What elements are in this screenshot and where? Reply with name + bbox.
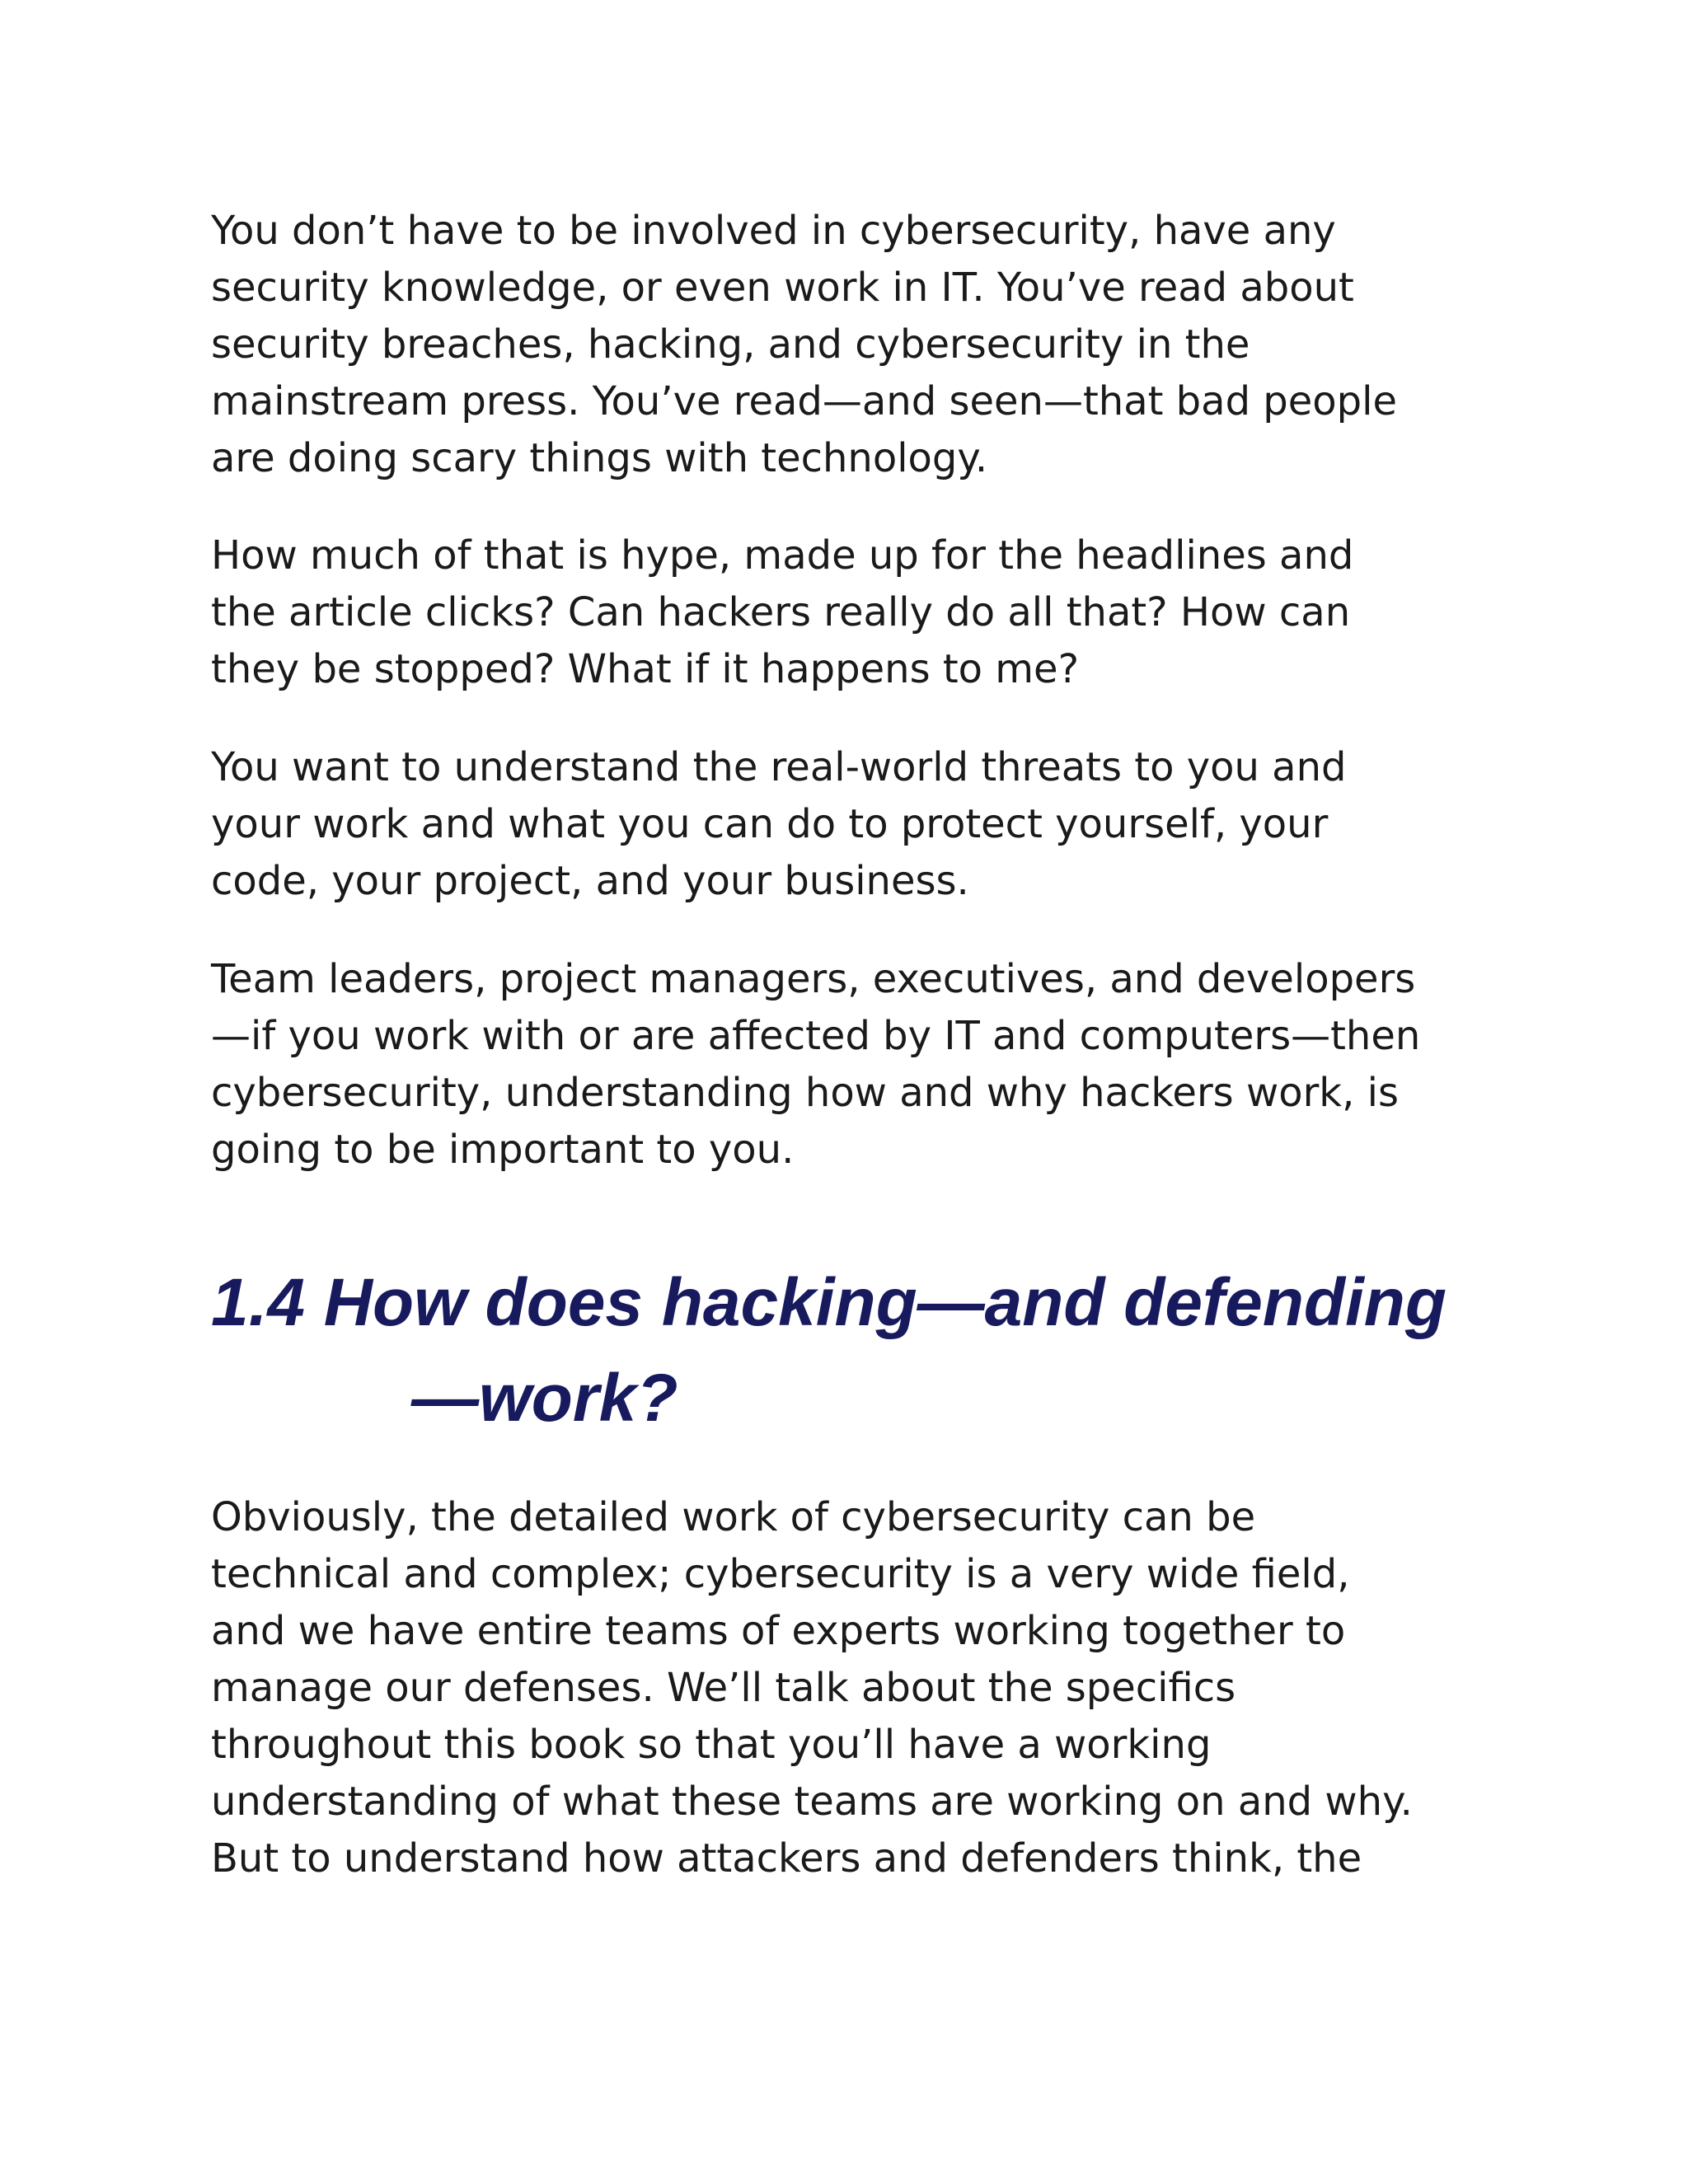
- text-line: they be stopped? What if it happens to me?: [211, 646, 1080, 692]
- paragraph-audience: [211, 951, 1497, 1179]
- section-heading: [211, 1255, 1530, 1446]
- paragraph-hype: [211, 527, 1497, 698]
- text-line: But to understand how attackers and defenders think, the: [211, 1835, 1362, 1882]
- paragraph-intro: [211, 203, 1497, 487]
- paragraph-section-body: [211, 1489, 1497, 1887]
- text-line: are doing scary things with technology.: [211, 435, 988, 481]
- text-line: the article clicks? Can hackers really do all that? How can: [211, 589, 1351, 635]
- text-line: technical and complex; cybersecurity is a very wide field,: [211, 1551, 1350, 1597]
- paragraph-threats: [211, 739, 1497, 910]
- text-line: —if you work with or are affected by IT and computers—then: [211, 1013, 1421, 1059]
- heading-line: —work?: [411, 1361, 678, 1436]
- text-line: You don’t have to be involved in cybersecurity, have any: [211, 208, 1336, 254]
- text-line: throughout this book so that you’ll have a working: [211, 1722, 1212, 1768]
- text-line: mainstream press. You’ve read—and seen—that bad people: [211, 378, 1397, 424]
- text-line: security knowledge, or even work in IT. You’ve read about: [211, 265, 1354, 311]
- text-line: manage our defenses. We’ll talk about the specifics: [211, 1665, 1236, 1711]
- text-line: How much of that is hype, made up for the headlines and: [211, 532, 1354, 579]
- text-line: understanding of what these teams are working on and why.: [211, 1779, 1413, 1825]
- text-line: cybersecurity, understanding how and why hackers work, is: [211, 1070, 1399, 1116]
- text-line: You want to understand the real-world threats to you and: [211, 744, 1347, 790]
- text-line: code, your project, and your business.: [211, 858, 969, 904]
- text-line: going to be important to you.: [211, 1127, 795, 1173]
- text-line: Obviously, the detailed work of cybersecurity can be: [211, 1494, 1256, 1540]
- text-line: and we have entire teams of experts working together to: [211, 1608, 1346, 1654]
- text-line: your work and what you can do to protect yourself, your: [211, 801, 1329, 847]
- text-line: Team leaders, project managers, executives, and developers: [211, 956, 1416, 1002]
- text-line: security breaches, hacking, and cybersecurity in the: [211, 321, 1250, 368]
- heading-line: 1.4 How does hacking—and defending: [211, 1265, 1447, 1340]
